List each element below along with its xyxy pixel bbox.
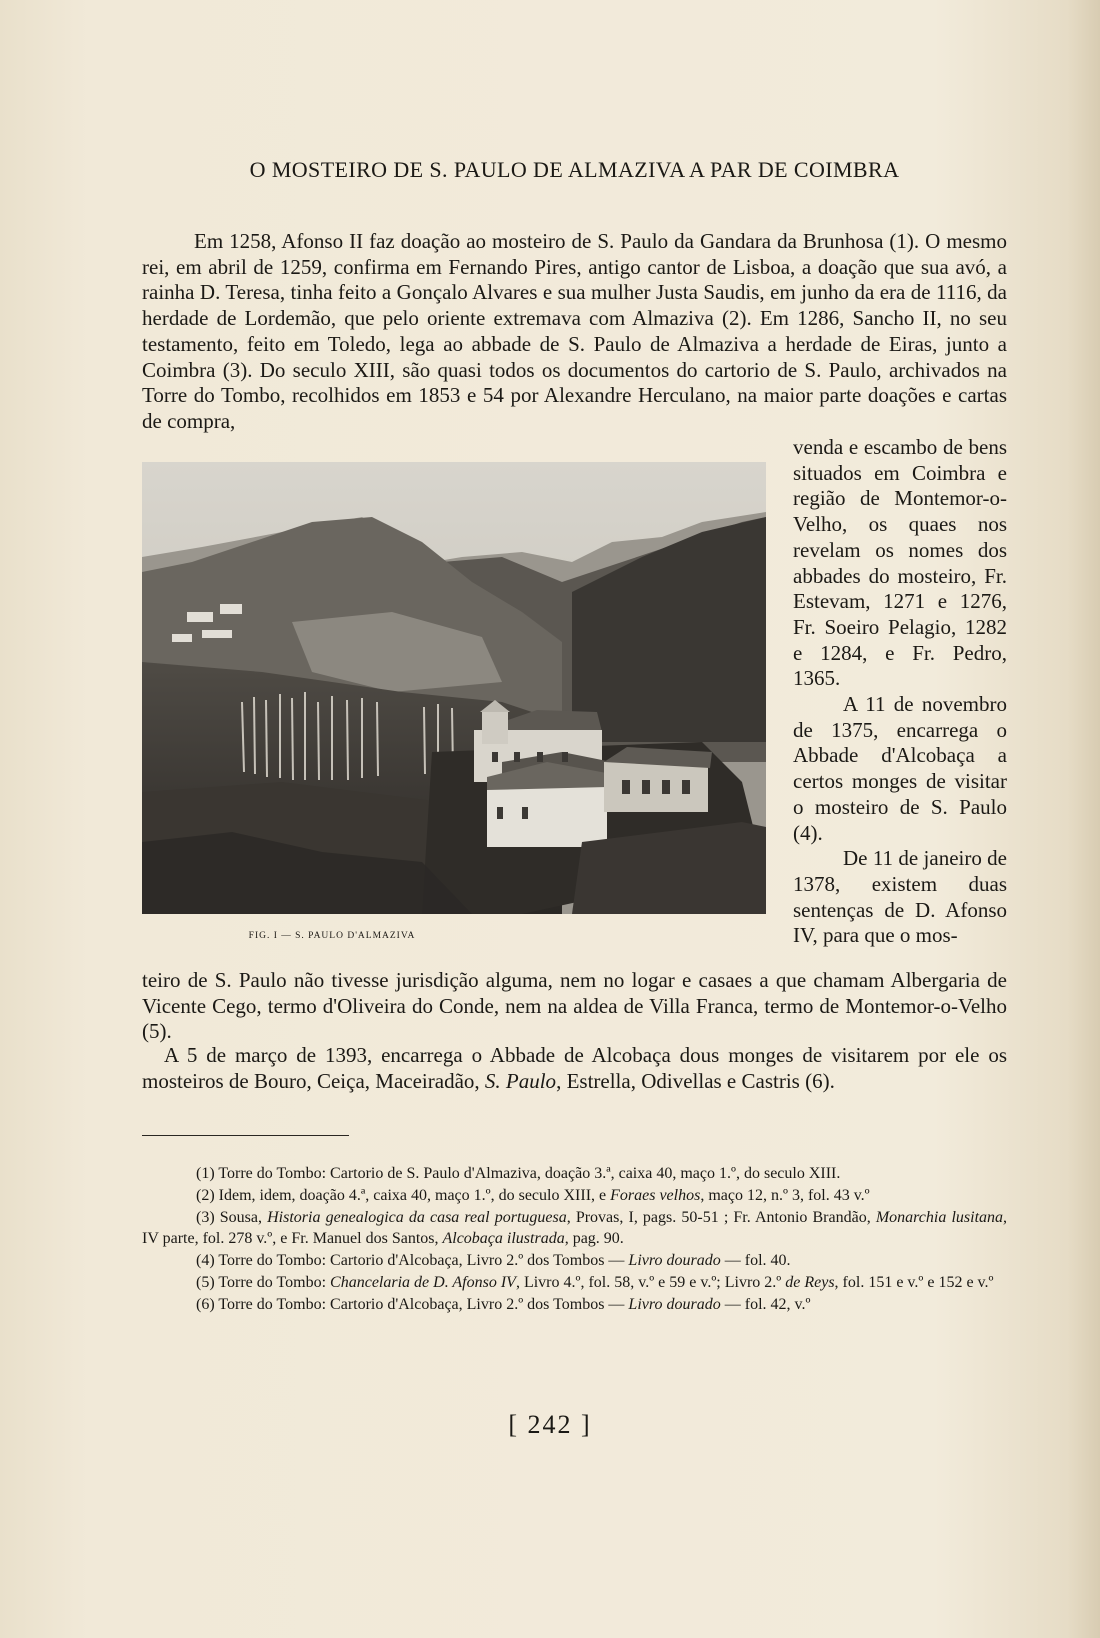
side-continuation: venda e escambo de bens situados em Coimbra e região de Montemor-o-Velho, os quaes nos revelam os nomes dos abbades do mosteiro, Fr. Estevam, 1271 e 1276, Fr. Soeiro Pelagio, 1282 e 1284, e Fr. Pedro, 1365. — [793, 435, 1007, 691]
paragraph-3-start-text: De 11 de janeiro de 1378, existem duas sentenças de D. Afonso IV, para que o mos- — [793, 846, 1007, 948]
paragraph-1 — [142, 229, 1007, 435]
footnote-3-text: (3) Sousa, — [196, 1208, 268, 1226]
footnote-5-part-3: , fol. 151 e v.º e 152 e v.º — [834, 1273, 994, 1291]
footnote-6-rest: — fol. 42, v.º — [720, 1295, 811, 1313]
footnote-3-title-1: Historia genealogica da casa real portuguesa — [267, 1208, 567, 1226]
footnote-2-title: Foraes velhos — [610, 1186, 701, 1204]
figure-photograph — [142, 462, 766, 914]
footnote-rule — [142, 1135, 349, 1136]
paragraph-4-text-a: A 5 de março de 1393, encarrega o Abbade de Alcobaça dous monges de visitarem por ele os mosteiros de Bouro, Ceiça, Maceiradão, — [142, 1043, 1007, 1093]
footnotes — [142, 1163, 1007, 1316]
footnote-5-part-2: , Livro 4.º, fol. 58, v.º e 59 e v.º; Livro 2.º — [515, 1273, 786, 1291]
footnote-5-title-1: Chancelaria de D. Afonso IV — [330, 1273, 516, 1291]
paragraph-1-text: Em 1258, Afonso II faz doação ao mosteiro de S. Paulo da Gandara da Brunhosa (1). O mesmo rei, em abril de 1259, confirma em Fernando Pires, antigo cantor de Lisboa, a doação que sua avó, a rainha D. Teresa, tinha feito a Gonçalo Alvares e sua mulher Justa Saudis, em junho da era de 1116, da herdade de Lordemão, que pelo oriente extremava com Almaziva (2). Em 1286, Sancho II, no seu testamento, feito em Toledo, lega ao abbade de S. Paulo de Almaziva a herdade de Eiras, junto a Coimbra (3). Do seculo XIII, são quasi todos os documentos do cartorio de S. Paulo, archivados na Torre do Tombo, recolhidos em 1853 e 54 por Alexandre Herculano, na maior parte doações e cartas de compra, — [142, 229, 1007, 433]
footnote-4-rest: — fol. 40. — [720, 1252, 791, 1270]
paragraph-4 — [142, 1043, 1007, 1094]
footnote-3-part-3: , IV parte, fol. 278 v.º, e Fr. Manuel dos Santos, — [142, 1208, 1008, 1248]
paragraph-2 — [793, 692, 1007, 846]
paragraph-4-text-b: , Estrella, Odivellas e Castris (6). — [556, 1068, 835, 1093]
running-title: O MOSTEIRO DE S. PAULO DE ALMAZIVA A PAR DE COIMBRA — [249, 157, 900, 182]
figure-caption: FIG. I — S. PAULO D'ALMAZIVA — [248, 931, 416, 941]
footnote-5-text: (5) Torre do Tombo: — [196, 1273, 331, 1291]
side-column-text — [793, 435, 1007, 949]
footnote-2 — [142, 1185, 1007, 1207]
footnote-5 — [142, 1272, 1007, 1294]
footnote-4 — [142, 1250, 1007, 1272]
footnote-6-text: (6) Torre do Tombo: Cartorio d'Alcobaça, Livro 2.º dos Tombos — — [196, 1295, 629, 1313]
footnote-6-title: Livro dourado — [628, 1295, 721, 1313]
footnote-6 — [142, 1294, 1007, 1316]
footnote-3-part-2: , Provas, I, pags. 50-51 ; Fr. Antonio Brandão, — [566, 1208, 876, 1226]
paragraph-3-start — [793, 846, 1007, 949]
footnote-3 — [142, 1207, 1007, 1251]
footnote-2-rest: , maço 12, n.º 3, fol. 43 v.º — [700, 1186, 870, 1204]
paragraph-3-end: teiro de S. Paulo não tivesse jurisdição alguma, nem no logar e casaes a que chamam Albergaria de Vicente Cego, termo d'Oliveira do Conde, nem na aldea de Villa Franca, termo de Montemor-o-Velho (5). — [142, 968, 1007, 1044]
footnote-3-title-3: Alcobaça ilustrada — [442, 1230, 565, 1248]
footnote-1-text: (1) Torre do Tombo: Cartorio de S. Paulo d'Almaziva, doação 3.ª, caixa 40, maço 1.º, do seculo XIII. — [196, 1165, 841, 1182]
footnote-1 — [142, 1163, 1007, 1185]
footnote-4-text: (4) Torre do Tombo: Cartorio d'Alcobaça, Livro 2.º dos Tombos — — [196, 1252, 629, 1270]
footnote-4-title: Livro dourado — [628, 1252, 721, 1270]
paragraph-2-text: A 11 de novembro de 1375, encarrega o Abbade d'Alcobaça a certos monges de visitar o mosteiro de S. Paulo (4). — [793, 692, 1007, 845]
footnote-3-part-4: , pag. 90. — [564, 1230, 624, 1248]
monastery-landscape-photo — [142, 462, 766, 914]
footnote-5-title-2: de Reys — [785, 1273, 835, 1291]
footnote-3-title-2: Monarchia lusitana — [875, 1208, 1004, 1226]
paragraph-4-italic: S. Paulo — [484, 1068, 557, 1093]
page-number: [ 242 ] — [508, 1410, 592, 1439]
footnote-2-text: (2) Idem, idem, doação 4.ª, caixa 40, maço 1.º, do seculo XIII, e — [196, 1186, 611, 1204]
